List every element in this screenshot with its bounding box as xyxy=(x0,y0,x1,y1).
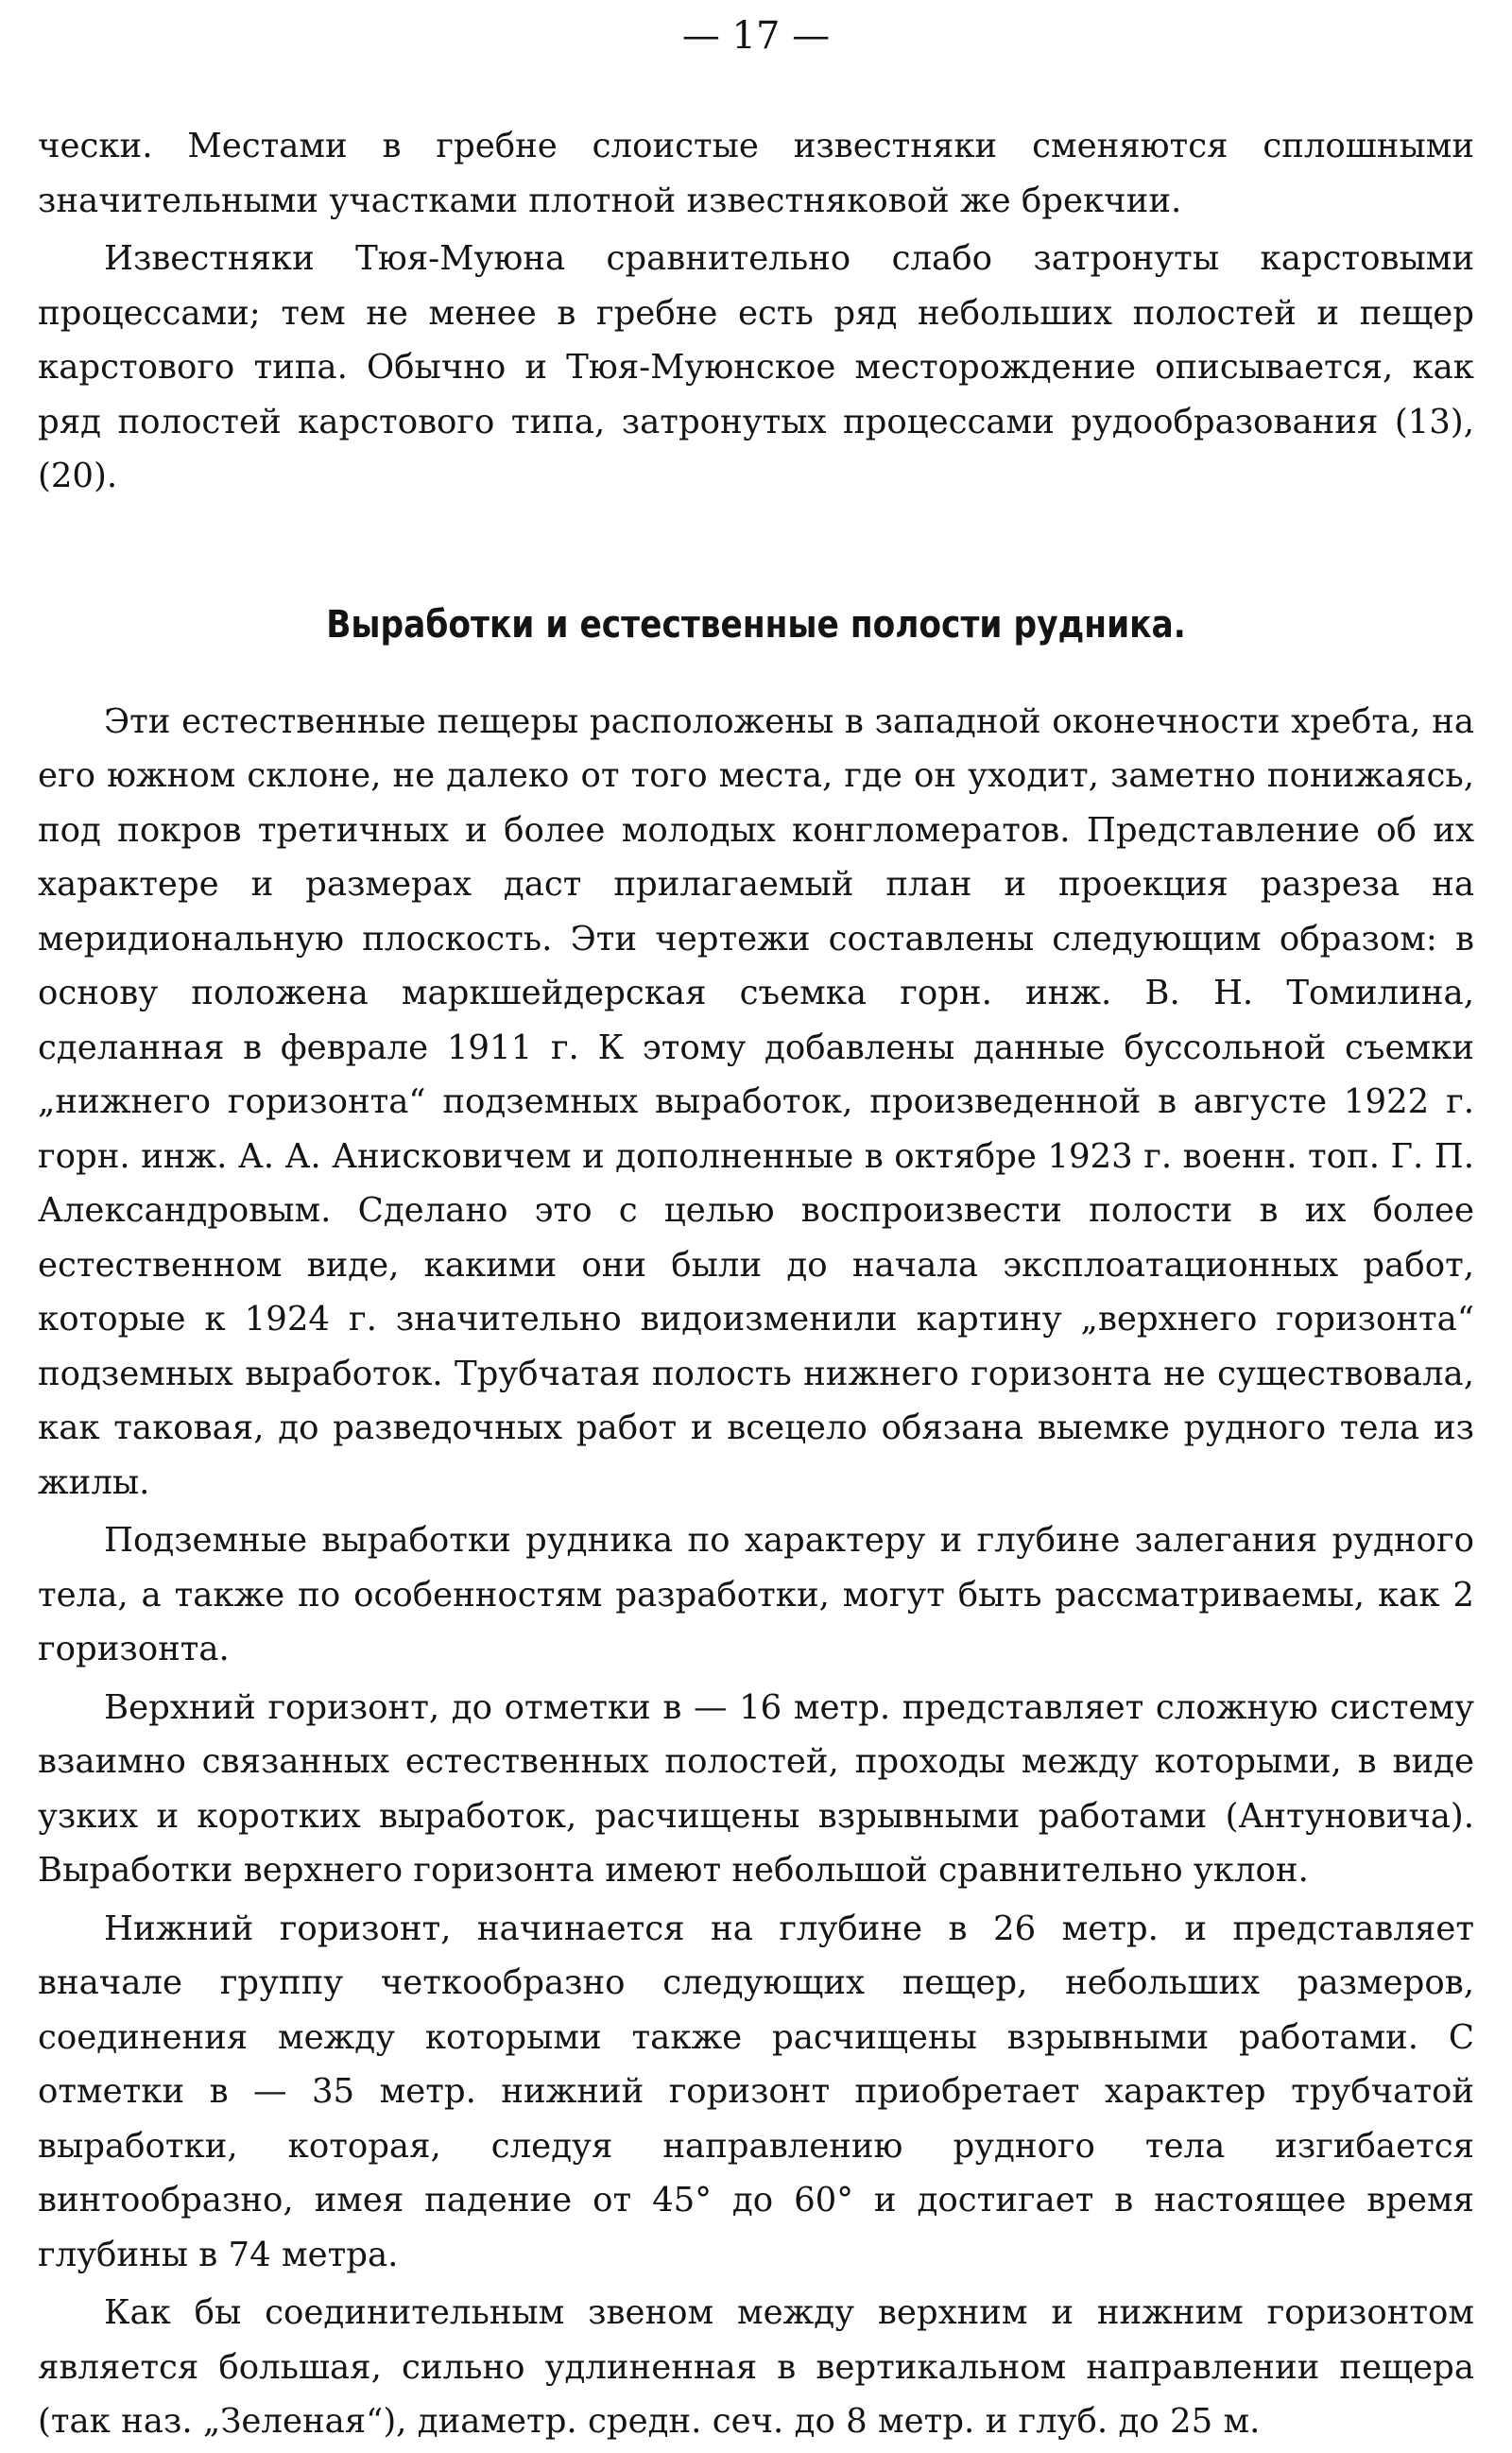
paragraph-caves: Эти естественные пещеры расположены в западной оконечности хребта, на его южном склоне, не далеко от того места, где он уходит, заметно понижаясь, под покров третичных и более молодых конгломератов. Представление об их характере и размерах даст прилагаемый план и проекция разреза на меридиональную плоскость. Эти чертежи составлены следующим образом: в основу положена маркшейдерская съемка горн. инж. В. Н. Томилина, сделанная в феврале 1911 г. К этому добавлены данные буссольной съемки „нижнего горизонта“ подземных выработок, произведенной в августе 1922 г. горн. инж. А. А. Анисковичем и дополненные в октябре 1923 г. военн. топ. Г. П. Александровым. Сделано это с целью воспроизвести полости в их более естественном виде, какими они были до начала эксплоатационных работ, которые к 1924 г. значительно видоизменили картину „верхнего горизонта“ подземных выработок. Трубчатая полость нижнего горизонта не существовала, как таковая, до разведочных работ и всецело обязана выемке рудного тела из жилы. xyxy=(38,701,1474,1502)
paragraph-continuation: чески. Местами в гребне слоистые известняки сменяются сплошными значительными участками плотной известняковой же брекчии. xyxy=(38,127,1474,220)
paragraph-two-horizons: Подземные выработки рудника по характеру и глубине залегания рудного тела, а также по особенностям разработки, могут быть рассматриваемы, как 2 горизонта. xyxy=(38,1521,1474,1668)
paragraph-upper-horizon: Верхний горизонт, до отметки в — 16 метр. представляет сложную систему взаимно связанных естественных полостей, проходы между которыми, в виде узких и коротких выработок, расчищены взрывными работами (Антуновича). Выработки верхнего горизонта имеют небольшой сравнительно уклон. xyxy=(38,1687,1474,1890)
section-heading: Выработки и естественные полости рудника. xyxy=(326,602,1186,647)
page-number: — 17 — xyxy=(681,14,831,58)
paragraph-green-cave: Как бы соединительным звеном между верхним и нижним горизонтом является большая, сильно удлиненная в вертикальном направлении пещера (так наз. „Зеленая“), диаметр. средн. сеч. до 8 метр. и глуб. до 25 м. xyxy=(38,2293,1474,2441)
paragraph-lower-horizon: Нижний горизонт, начинается на глубине в 26 метр. и представляет вначале группу четкообразно следующих пещер, небольших размеров, соединения между которыми также расчищены взрывными работами. С отметки в — 35 метр. нижний горизонт приобретает характер трубчатой выработки, которая, следуя направлению рудного тела изгибается винтообразно, имея падение от 45° до 60° и достигает в настоящее время глубины в 74 метра. xyxy=(38,1909,1474,2274)
paragraph-karst: Известняки Тюя-Муюна сравнительно слабо затронуты карстовыми процессами; тем не менее в гребне есть ряд небольших полостей и пещер карстового типа. Обычно и Тюя-Муюнское месторождение описывается, как ряд полостей карстового типа, затронутых процессами рудообразования (13), (20). xyxy=(38,239,1474,495)
